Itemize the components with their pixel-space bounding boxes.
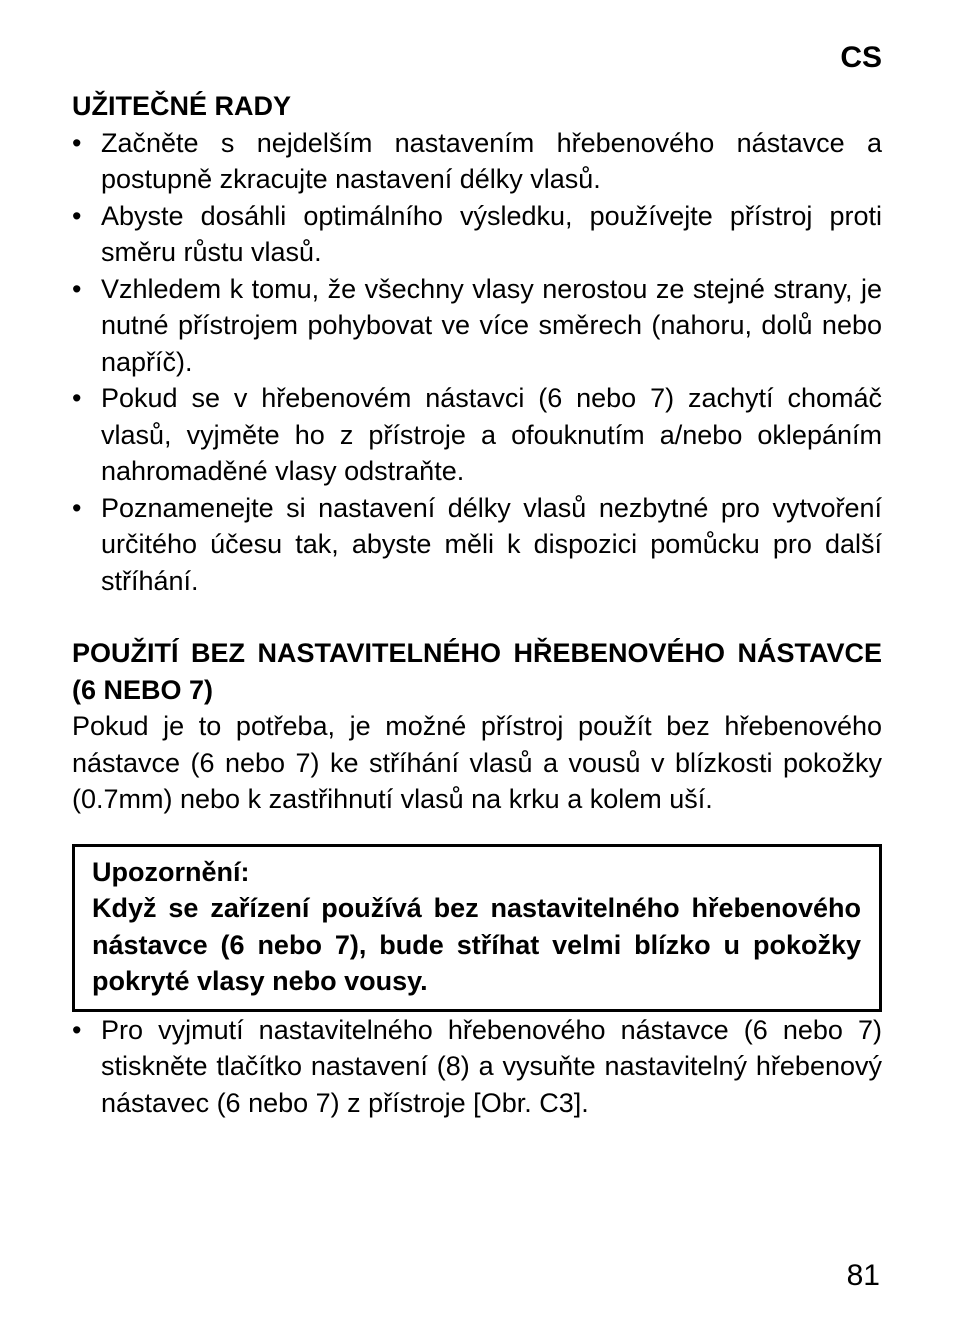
bullet-icon: • [72,200,82,231]
list-item [72,1012,882,1122]
bullet-icon: • [72,273,82,304]
list-item [72,198,882,271]
bullet-icon: • [72,492,82,523]
list-item [72,380,882,490]
list-item-text: Pro vyjmutí nastavitelného hřebenového nástavce (6 nebo 7) stiskněte tlačítko nastavení (8) a vysuňte nastavitelný hřebenový nástavec (6 nebo 7) z přístroje [Obr. C3]. [101,1014,882,1118]
warning-box [72,844,882,1012]
list-item [72,271,882,381]
list-item-text: Pokud se v hřebenovém nástavci (6 nebo 7) zachytí chomáč vlasů, vyjměte ho z přístroje a ofouknutím a/nebo oklepáním nahromaděné vlasy odstraňte. [101,383,882,486]
list-item-text: Začněte s nejdelším nastavením hřebenového nástavce a postupně zkracujte nastavení délky vlasů. [101,127,882,194]
section-paragraph: Pokud je to potřeba, je možné přístroj použít bez hřebenového nástavce (6 nebo 7) ke stříhání vlasů a vousů v blízkosti pokožky (0.7mm) nebo k zastřihnutí vlasů na krku a kolem uší. [72,711,882,814]
page-number: 81 [846,1259,880,1292]
removal-instructions-list [72,1012,882,1122]
list-item-text: Poznamenejte si nastavení délky vlasů nezbytné pro vytvoření určitého účesu tak, abyste měli k dispozici pomůcku pro další stříhání. [101,492,882,596]
language-code: CS [840,41,882,74]
tips-list [72,125,882,600]
list-item [72,125,882,198]
list-item-text: Abyste dosáhli optimálního výsledku, používejte přístroj proti směru růstu vlasů. [101,200,882,267]
section-title-useful-tips: UŽITEČNÉ RADY [72,91,292,121]
warning-text: Když se zařízení používá bez nastavitelného hřebenového nástavce (6 nebo 7), bude stříhat velmi blízko u pokožky pokryté vlasy nebo vousy. [92,893,861,996]
bullet-icon: • [72,127,82,158]
list-item [72,490,882,600]
page-content [72,38,882,1121]
bullet-icon: • [72,1014,82,1045]
section-title-use-without-comb: POUŽITÍ BEZ NASTAVITELNÉHO HŘEBENOVÉHO NÁSTAVCE (6 NEBO 7) [72,638,882,705]
list-item-text: Vzhledem k tomu, že všechny vlasy nerostou ze stejné strany, je nutné přístrojem pohybovat ve více směrech (nahoru, dolů nebo napříč). [101,273,882,377]
warning-title: Upozornění: [92,856,250,887]
bullet-icon: • [72,383,82,413]
